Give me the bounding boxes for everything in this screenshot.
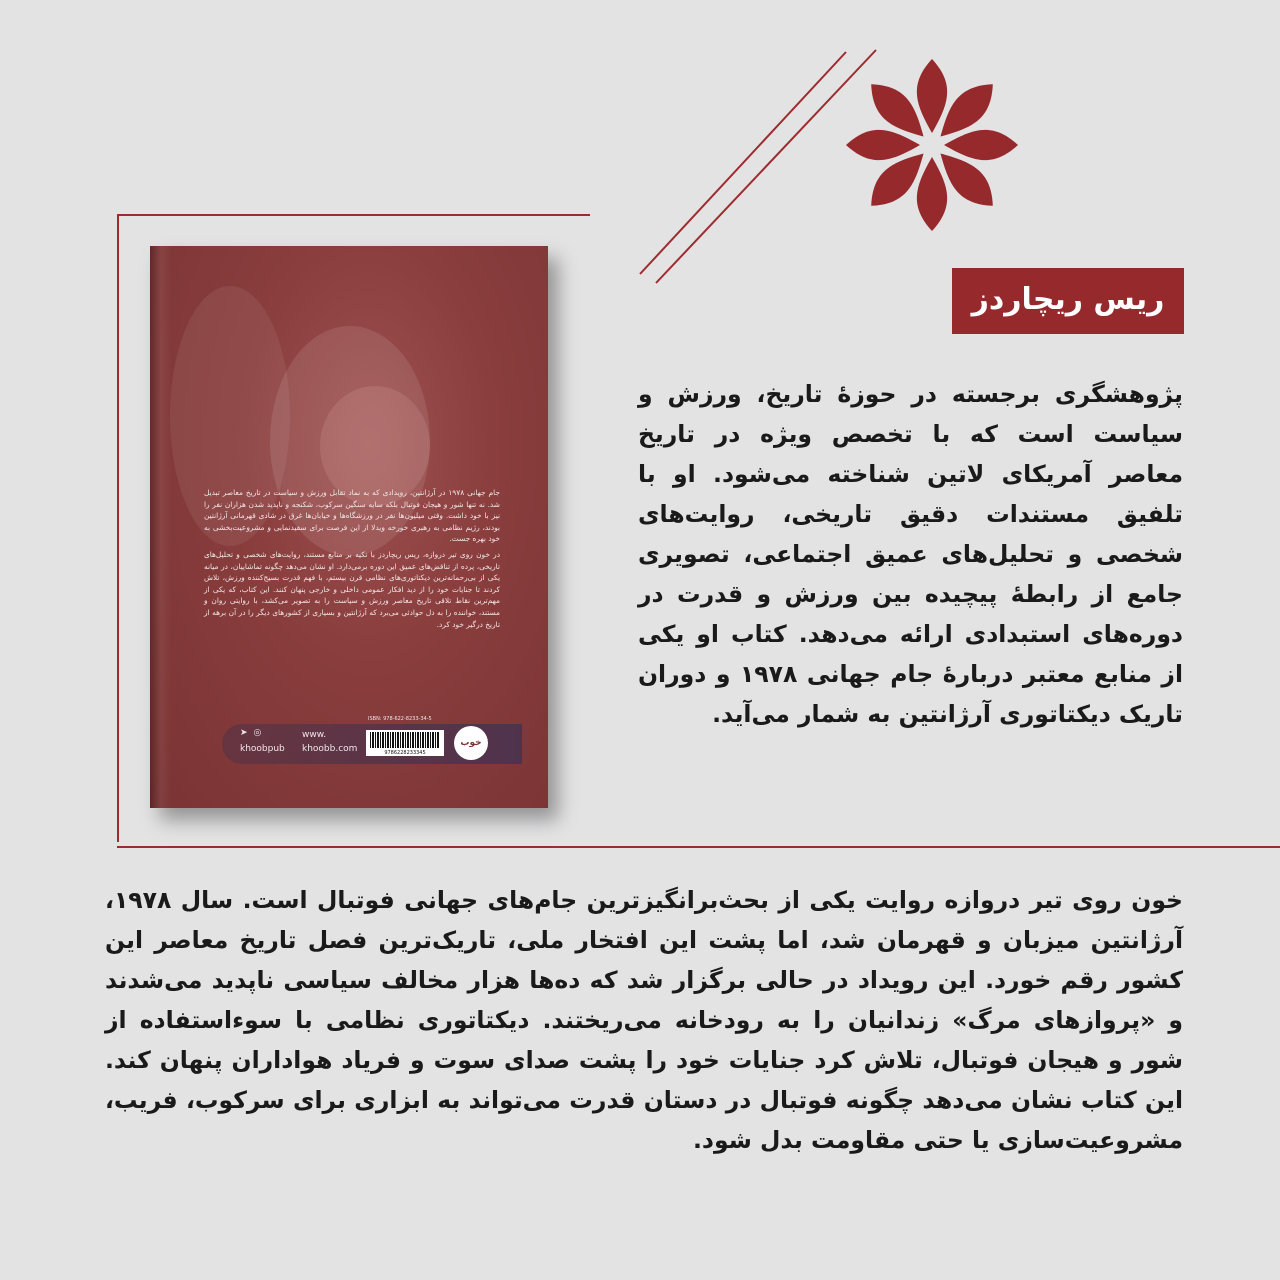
- publisher-handle: khoobpub: [240, 744, 285, 754]
- instagram-icon: ◎: [253, 728, 268, 738]
- book-blurb: [204, 487, 500, 634]
- book-back-cover: [150, 246, 548, 808]
- asterisk-icon: [846, 59, 1018, 231]
- book-footer-bar: [222, 716, 522, 764]
- barcode-number: 9786228233345: [384, 750, 426, 756]
- author-bio: پژوهشگری برجسته در حوزهٔ تاریخ، ورزش و سیاست است که با تخصص ویژه در تاریخ معاصر آمریکای لاتین شناخته می‌شود. او با تلفیق مستندات دقیق تاریخی، روایت‌های شخصی و تحلیل‌های عمیق اجتماعی، تصویری جامع از رابطهٔ پیچیده بین ورزش و قدرت در دوره‌های استبدادی ارائه می‌دهد. کتاب او یکی از منابع معتبر دربارهٔ جام جهانی ۱۹۷۸ و دوران تاریک دیکتاتوری آرژانتین به شمار می‌آید.: [638, 380, 1184, 728]
- publisher-logo: خوب: [454, 726, 488, 760]
- diagonal-line-bottom: [656, 50, 876, 283]
- book-blurb-paragraph: در خون روی تیر دروازه، ریس ریچاردز با تکیه بر منابع مستند، روایت‌های شخصی و تحلیل‌های تاریخی، پرده از تناقض‌های عمیق این دوره برمی‌دارد. او نشان می‌دهد چگونه تماشاییان، در میانه یکی از بی‌رحمانه‌ترین دیکتاتوری‌های نظامی قرن بیستم، با فهم قدرت بسیج‌کننده ورزش، تلاش کردند تا جنایات خود را از دید افکار عمومی داخلی و خارجی پنهان کنند. این کتاب، که یکی از مهم‌ترین نقاط تلاقی تاریخ معاصر ورزش و سیاست را به تصویر می‌کشد، با روایتی روان و مستند، خواننده را به دل حوادثی می‌برد که آرژانتین و بسیاری از کشورهای دیگر را در آن برهه از تاریخ درگیر خود کرد.: [204, 549, 500, 629]
- isbn-text: ISBN: 978-622-8233-34-5: [368, 716, 432, 722]
- website-prefix: www.: [302, 730, 327, 740]
- social-icons: [240, 728, 267, 738]
- website: khoobb.com: [302, 744, 358, 754]
- book-summary: خون روی تیر دروازه روایت یکی از بحث‌برانگیزترین جام‌های جهانی فوتبال است. سال ۱۹۷۸، آرژانتین میزبان و قهرمان شد، اما پشت این افتخار ملی، تاریک‌ترین فصل تاریخ معاصر این کشور رقم خورد. این رویداد در حالی برگزار شد که ده‌ها هزار مخالف سیاسی ناپدید می‌شدند و «پروازهای مرگ» زندانیان را به رودخانه می‌ریختند. دیکتاتوری نظامی با سوءاستفاده از شور و هیجان فوتبال، تلاش کرد جنایات خود را پشت صدای سوت و فریاد هواداران پنهان کند. این کتاب نشان می‌دهد چگونه فوتبال در دستان قدرت می‌تواند به ابزاری برای سرکوب، فریب، مشروعیت‌سازی یا حتی مقاومت بدل شود.: [105, 886, 1183, 1154]
- book-blurb-paragraph: جام جهانی ۱۹۷۸ در آرژانتین، رویدادی که به نماد تقابل ورزش و سیاست در تاریخ معاصر تبدیل شد. نه تنها شور و هیجان فوتبال بلکه سایه سنگین سرکوب، شکنجه و ناپدید شدن هزاران نفر را نیز با خود داشت. وقتی میلیون‌ها نفر در ورزشگاه‌ها و خیابان‌ها غرق در شادی قهرمانی آرژانتین بودند، رژیم نظامی به رهبری خورخه ویدلا از این فرصت برای سفیدنمایی و مشروعیت‌بخشی به خود بهره جست.: [204, 488, 500, 544]
- diagonal-line-top: [640, 52, 846, 274]
- barcode-icon: [370, 732, 440, 748]
- isbn-barcode: [366, 730, 444, 756]
- book-spine: [150, 246, 172, 808]
- telegram-icon: ➤: [240, 728, 254, 738]
- author-name: ریس ریچاردز: [952, 268, 1184, 334]
